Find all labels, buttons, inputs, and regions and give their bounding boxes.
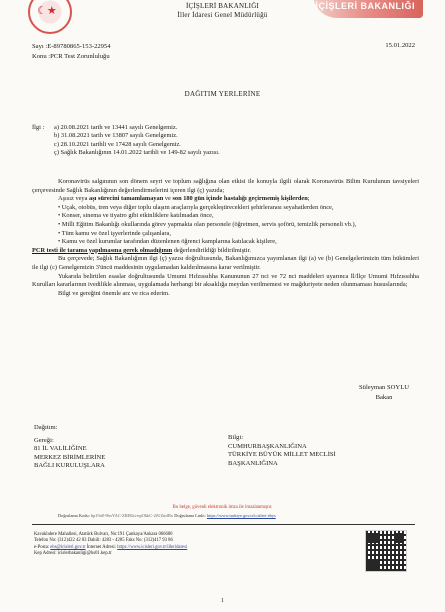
bold-text: aşı sürecini tamamlamayan [89,195,164,203]
bullet-item: • Kamu ve özel kurumlar tarafından düzenlenen öğrenci kamplarına katılacak kişilere, [58,238,277,246]
ministry-logo [313,0,423,18]
gereği-label: Gereği: [34,436,54,444]
document-meta [32,42,111,62]
qr-code-icon [365,530,407,572]
web-label: İnternet Adresi: [85,544,118,550]
footer-phone: Telefon No: (312)422 42 83 Dahili: 4283 - 4285 Faks No: (312)417 93 86 [34,538,173,544]
text: ; [307,195,310,203]
text: Aşısız veya [58,195,90,203]
distribution-heading: Dağıtım: [34,424,58,431]
footer-contact [34,532,187,558]
verification-link-label: Doğrulama Linki: [173,513,207,518]
verification-link[interactable]: https://www.turkiye.gov.tr/icisleri-ebys [206,513,276,518]
distribution-item: MERKEZ BİRİMLERİNE [34,453,106,461]
recipient-title: DAĞITIM YERLERİNE [184,90,261,98]
reference-item: ç) Sağlık Bakanlığının 14.01.2022 tarihli ve 149-82 sayılı yazısı. [54,149,220,157]
distribution-item: CUMHURBAŞKANLIĞINA [228,442,307,450]
signature-block [344,383,424,403]
reference-item: a) 20.08.2021 tarih ve 13441 sayılı Genelgemiz. [54,124,178,131]
distribution-item: BAŞKANLIĞINA [228,459,278,467]
distribution-right [228,434,336,468]
footer-address: Kavaklıdere Mahallesi, Atatürk Bulvarı, No:191 Çankaya/Ankara 066680 [34,532,173,537]
reference-item: b) 31.08.2021 tarih ve 13807 sayılı Genelgemiz. [54,132,178,140]
reference-item: c) 28.10.2021 tarihli ve 17428 sayılı Genelgemiz. [54,140,181,148]
text: değerlendirildiği bildirilmiştir. [172,246,251,254]
paragraph [32,247,419,256]
references [32,124,220,158]
paragraph: Koronavirüs salgınının son dönem seyri ve toplum sağlığına olan etkisi ile konuyla ilgili olarak Koronavirüs Bilim Kurulunun tavsiyeleri çerçevesinde Sağlık Bakanlığının değerlendirmelerini içeren ilgi (ç) yazıda; [32,178,419,194]
footer-kep: Kep Adresi: icislerbakanligi@hs01.kep.tr [34,551,112,557]
ministry-line-2: İller İdaresi Genel Müdürlüğü [177,11,268,19]
verification-line [58,513,276,518]
logo-text: İÇİŞLERİ BAKANLIĞI [315,1,415,11]
verification-code: hp19a8-9hxYAC-ZRIKki-npOkkC-2fUZmfRx [90,513,174,518]
bullet-item: • Konser, sinema ve tiyatro gibi etkinliklere katılmadan önce, [58,212,214,220]
subject: Konu :PCR Test Zorunluluğu [32,53,110,60]
reference-number: Sayı :E-89780865-153-22954 [32,43,111,50]
distribution-item: 81 İL VALİLİĞİNE [34,445,87,453]
underlined-bold-text: PCR testi ile tarama yapılmasına gerek olmadığının [32,246,173,254]
web-link[interactable]: https://www.icisleri.gov.tr/illeridaresi [117,544,188,550]
page-number: 1 [221,598,224,604]
verification-label: Doğrulama Kodu: [58,513,91,518]
signer-name: Süleyman SOYLU [358,384,409,391]
paragraph [32,195,419,204]
document-date: 15.01.2022 [385,42,415,49]
paragraph: Bu çerçevede; Sağlık Bakanlığının ilgi (ç) yazısı doğrultusunda, Bakanlığımızca yayımlanan ilgi (a) ve (b) Genelgelerimizin tüm hükümleri ile ilgi (c) Genelgemizin 3'üncü maddesinin uygulamadan kaldırılmasına karar verilmiştir. [32,255,419,271]
letterhead [0,0,445,32]
references-label: İlgi : [32,124,45,131]
distribution-item: BAĞLI KURULUŞLARA [34,462,105,470]
signer-title: Bakan [375,394,393,401]
email-label: e-Posta: [34,544,51,550]
bullet-item: • Milli Eğitim Bakanlığı okullarında görev yapmakta olan personele (öğretmen, servis şoförü, temizlik personeli vb.), [58,220,357,228]
ministry-line-1: İÇİŞLERİ BAKANLIĞI [185,2,259,10]
document-body [32,178,419,298]
bold-text: son 180 gün içinde hastalığı geçirmemiş kişilerden [172,195,308,203]
esign-notice: Bu belge, güvenli elektronik imza ile imzalanmıştır. [172,505,273,510]
paragraph: Yukarıda belirtilen esaslar doğrultusunda Umumi Hıfzıssıhha Kanununun 27 nci ve 72 nci maddeleri uyarınca İl/İlçe Umumi Hıfzıssıhha Kurulları kararlarının ivedilikle alınması, uygulamada herhangi bir aksaklığa meydan verilmemesi ve mağduriyete neden olunmaması hususlarında; [32,272,419,289]
footer-divider [32,524,415,525]
text: ve [163,195,173,203]
paragraph: Bilgi ve gereğini önemle arz ve rica ederim. [58,289,170,297]
bullet-item: • Tüm kamu ve özel işyerlerinde çalışanlara, [58,229,171,237]
email-link[interactable]: ebs@icisleri.gov.tr [50,544,86,550]
bullet-item: • Uçak, otobüs, tren veya diğer toplu ulaşım araçlarıyla gerçekleştirecekleri şehirlerarası seyahatlerden önce, [58,203,334,211]
bilgi-label: Bilgi: [228,434,244,441]
distribution-left [34,424,105,471]
distribution-item: TÜRKİYE BÜYÜK MİLLET MECLİSİ [228,451,336,459]
